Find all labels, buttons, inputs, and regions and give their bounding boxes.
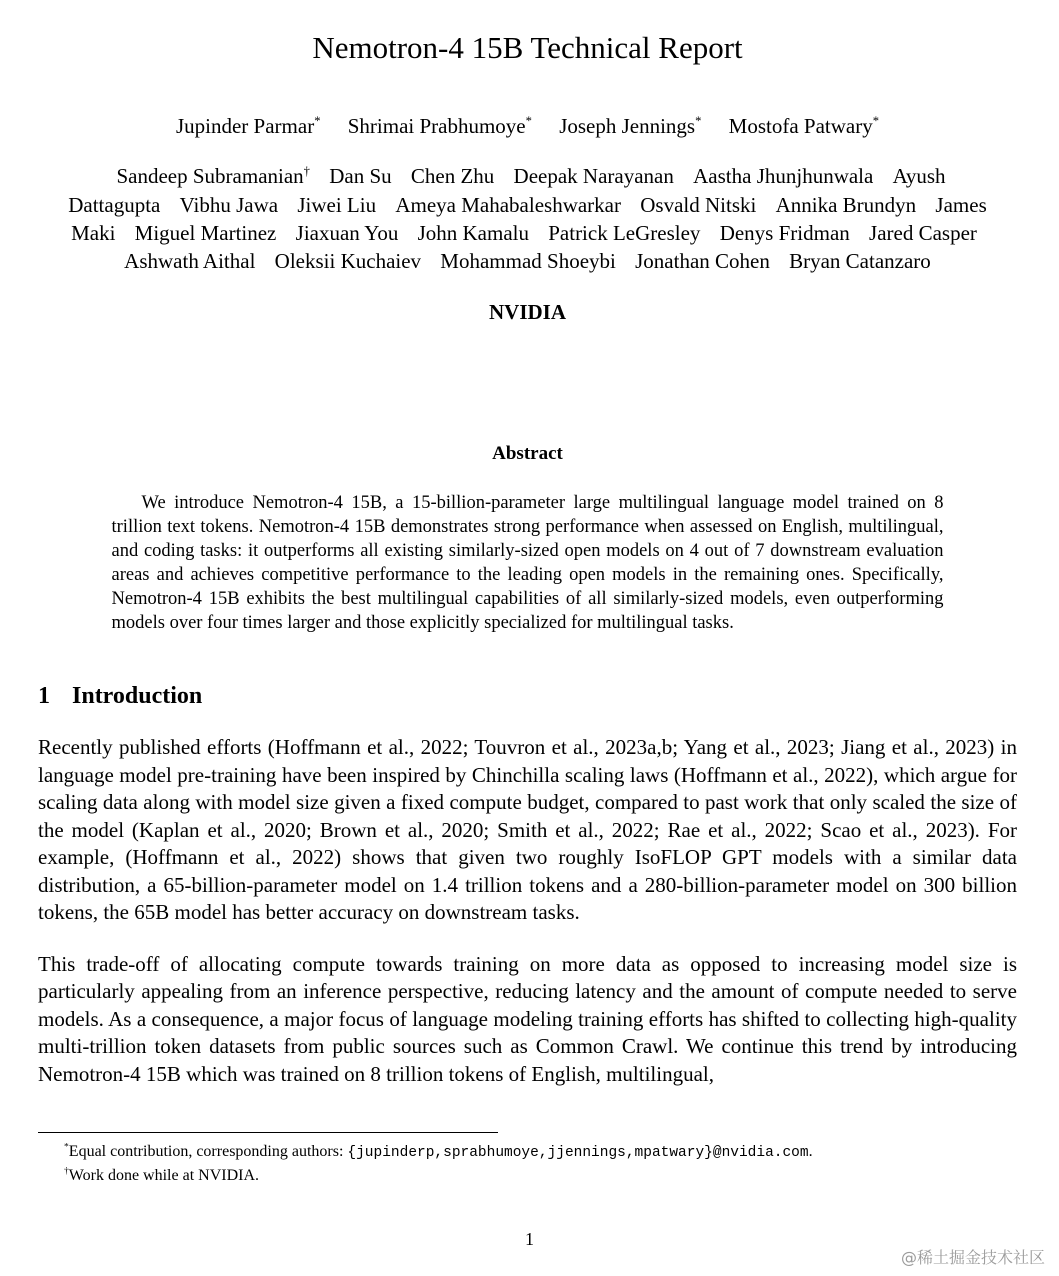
author-name: Jared Casper (869, 221, 977, 246)
intro-paragraph-1: Recently published efforts (Hoffmann et al., 2022; Touvron et al., 2023a,b; Yang et al., 2023; Jiang et al., 2023) in language model pre-training have been inspired by Chinchilla scaling laws (Hoffmann et al., 2022), which argue for scaling data along with model size given a fixed compute budget, compared to past work that only scaled the size of the model (Kaplan et al., 2020; Brown et al., 2020; Smith et al., 2022; Rae et al., 2022; Scao et al., 2023). For example, (Hoffmann et al., 2022) shows that given two roughly IsoFLOP GPT models with a similar data distribution, a 65-billion-parameter model on 1.4 trillion tokens and a 280-billion-parameter model on 300 billion tokens, the 65B model has better accuracy on downstream tasks. (38, 735, 1017, 924)
abstract-text: We introduce Nemotron-4 15B, a 15-billion-parameter large multilingual language model trained on 8 trillion text tokens. Nemotron-4 15B demonstrates strong performance when assessed on English, multilingual, and coding tasks: it outperforms all existing similarly-sized open models on 4 out of 7 downstream evaluation areas and achieves competitive performance to the leading open models in the remaining ones. Specifically, Nemotron-4 15B exhibits the best multilingual capabilities of all similarly-sized models, even outperforming models over four times larger and those explicitly specialized for multilingual tasks. (111, 492, 944, 633)
author-name: Mostofa Patwary* (728, 114, 880, 138)
affiliation: NVIDIA (488, 299, 566, 324)
footnote-marker-dagger: † (64, 1165, 69, 1177)
abstract-heading: Abstract (492, 442, 563, 464)
author-mark: * (525, 114, 532, 128)
author-name: Ameya Mahabaleshwarkar (395, 192, 621, 217)
author-name: Osvald Nitski (640, 192, 757, 217)
section-title: Introduction (72, 683, 203, 709)
intro-paragraph-2: This trade-off of allocating compute towards training on more data as opposed to increasing model size is particularly appealing from an inference perspective, reducing latency and the amount of compute needed to serve models. As a consequence, a major focus of language modeling training efforts has shifted to collecting high-quality multi-trillion token datasets from public sources such as Common Crawl. We continue this trend by introducing Nemotron-4 15B which was trained on 8 trillion tokens of English, multilingual, (38, 951, 1017, 1086)
author-name: Aastha Jhunjhunwala (693, 164, 874, 189)
author-name: Deepak Narayanan (513, 164, 674, 189)
footnote-text: Work done while at NVIDIA. (68, 1167, 260, 1185)
author-name: Oleksii Kuchaiev (274, 249, 422, 274)
author-name: Jiwei Liu (297, 192, 377, 217)
section-heading-introduction (38, 683, 1017, 710)
author-block-secondary (66, 162, 989, 275)
author-name: James Maki (71, 192, 987, 246)
author-name: Vibhu Jawa (179, 192, 279, 217)
author-name: Joseph Jennings* (559, 114, 702, 138)
footnote-rule (38, 1132, 498, 1133)
author-mark: † (303, 164, 310, 179)
author-name: John Kamalu (417, 221, 529, 246)
author-name: Mohammad Shoeybi (440, 249, 616, 274)
author-name: Ashwath Aithal (124, 249, 256, 274)
author-name: Shrimai Prabhumoye* (347, 114, 532, 138)
footnotes-block (38, 1132, 1017, 1187)
author-name: Jupinder Parmar* (175, 114, 321, 138)
author-name: Denys Fridman (719, 221, 850, 246)
author-name: Patrick LeGresley (548, 221, 701, 246)
watermark: @稀土掘金技术社区 (900, 1248, 1045, 1267)
author-name: Annika Brundyn (775, 192, 917, 217)
footnote-emails: {jupinderp,sprabhumoye,jjennings,mpatwary}@nvidia.com (347, 1145, 809, 1161)
author-name: Jonathan Cohen (635, 249, 770, 274)
author-name: Ayush Dattagupta (68, 164, 946, 217)
page-title: Nemotron-4 15B Technical Report (312, 30, 743, 65)
author-mark: * (695, 114, 702, 128)
footnote-text: Equal contribution, corresponding authors: (68, 1143, 348, 1160)
page-number: 1 (525, 1229, 534, 1249)
author-mark: * (872, 114, 880, 128)
author-name: Jiaxuan You (295, 221, 399, 246)
author-name: Chen Zhu (410, 164, 495, 189)
author-mark: * (314, 114, 321, 128)
footnote-marker-asterisk: * (64, 1141, 69, 1153)
author-name: Dan Su (329, 164, 392, 189)
author-line-primary (38, 112, 1017, 140)
section-number: 1 (38, 683, 50, 709)
footnote-text-end: . (808, 1143, 813, 1160)
author-name: Miguel Martinez (134, 221, 277, 246)
author-name: Sandeep Subramanian† (116, 164, 310, 189)
footnote-equal-contribution (38, 1140, 1017, 1164)
author-name: Bryan Catanzaro (789, 249, 931, 274)
footnote-work-done (38, 1164, 1017, 1187)
